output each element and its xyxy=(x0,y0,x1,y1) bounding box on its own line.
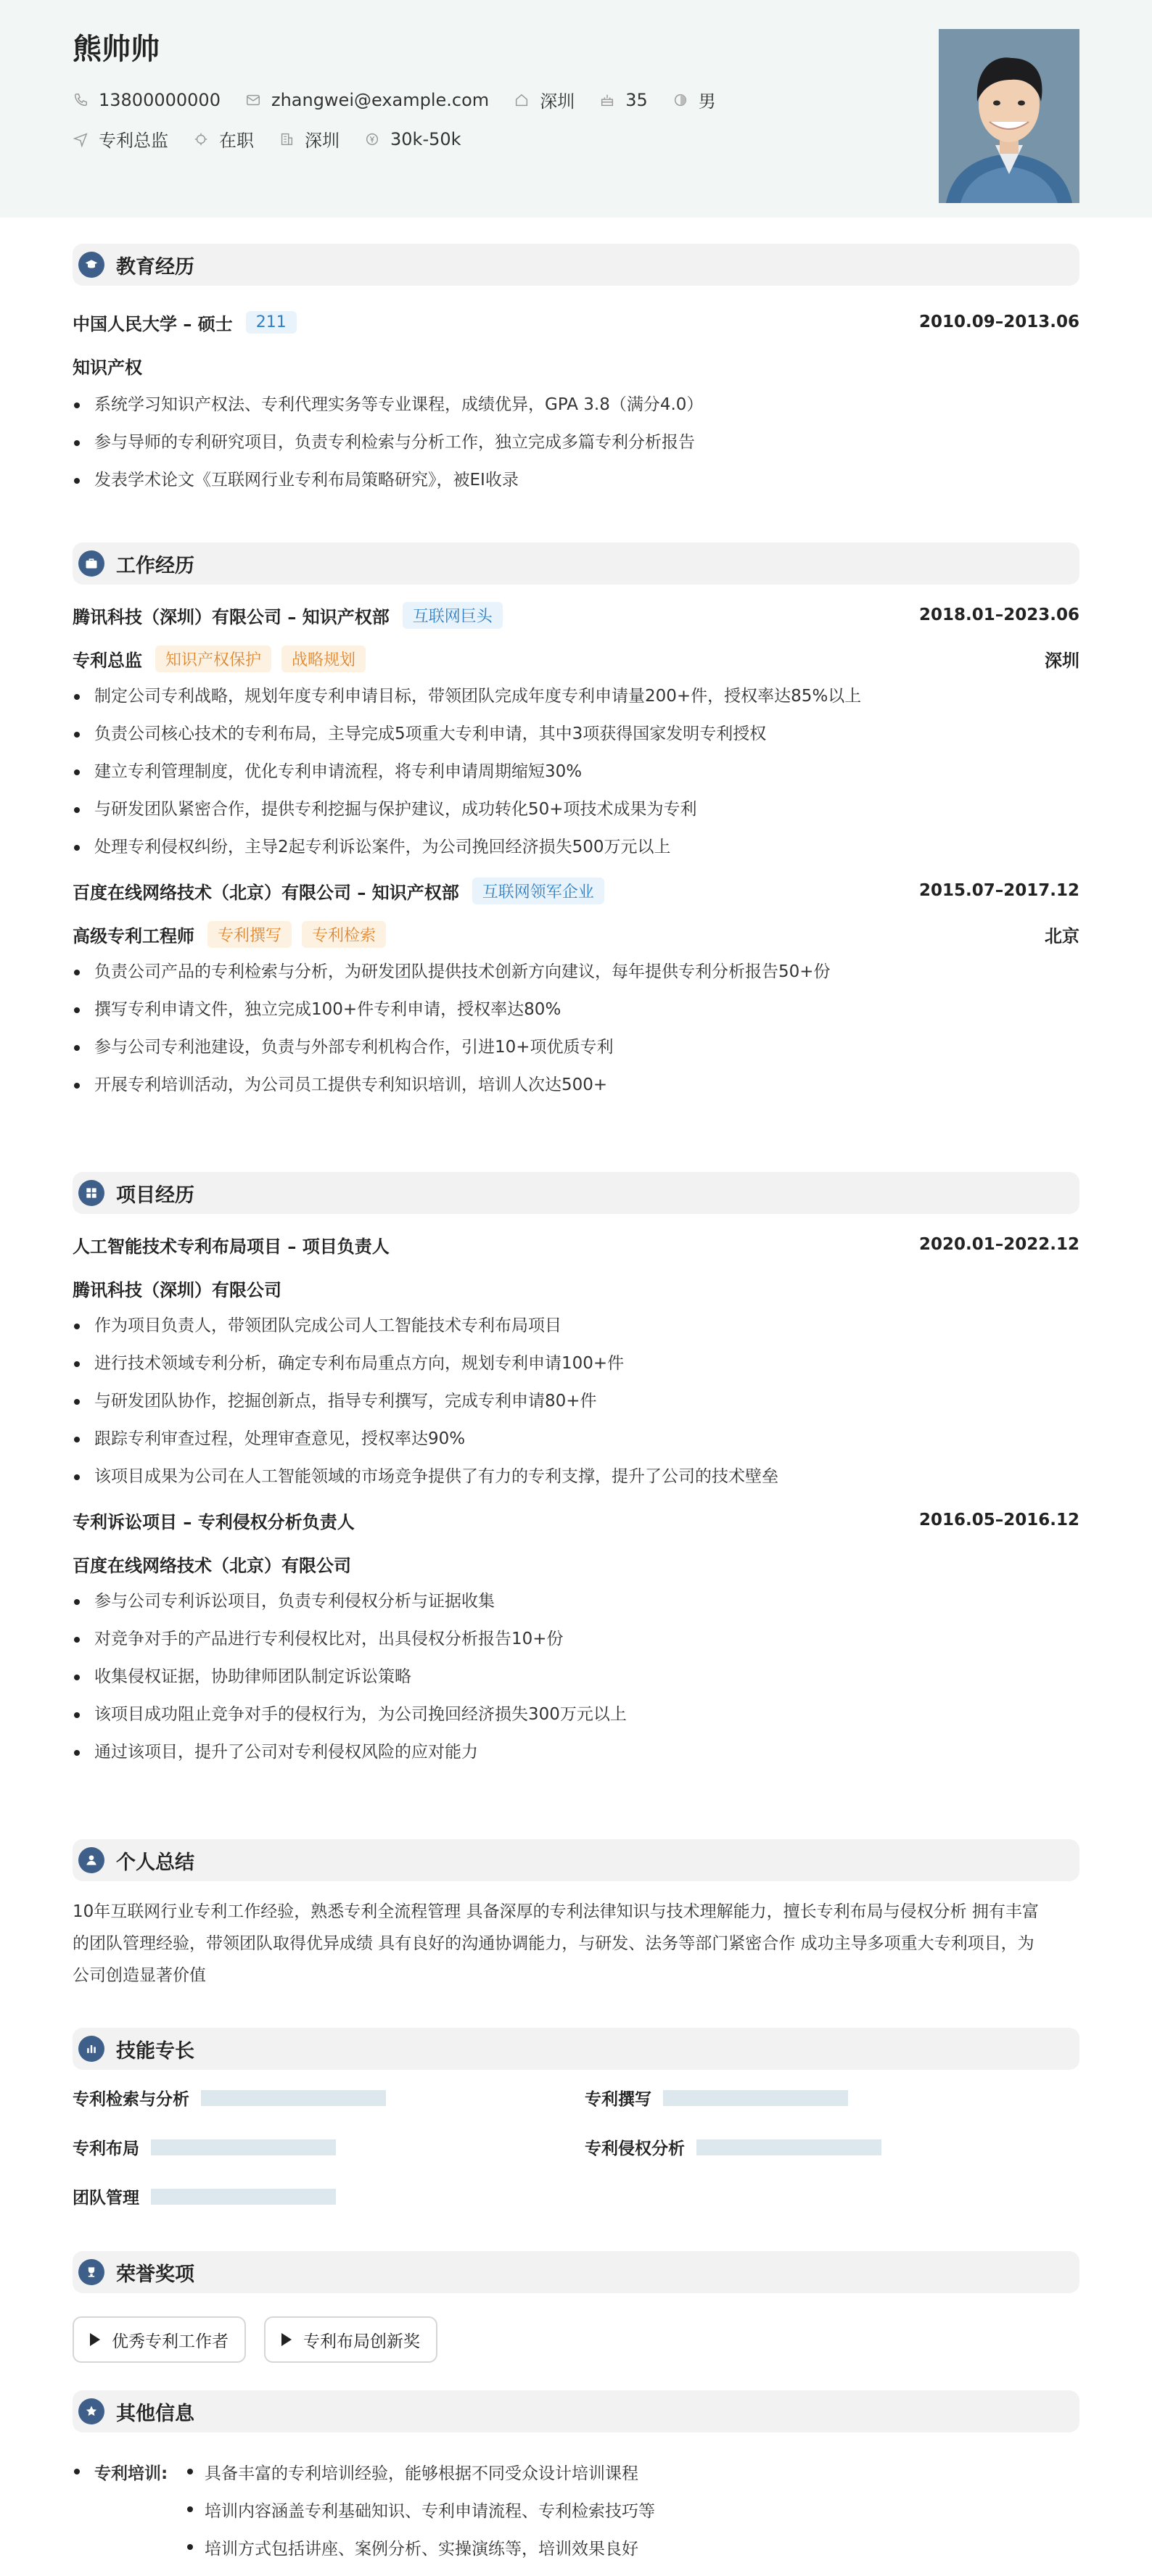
other-section xyxy=(73,2390,1079,2559)
money-icon xyxy=(364,131,380,147)
list-item: 作为项目负责人，带领团队完成公司人工智能技术专利布局项目 xyxy=(73,1307,1079,1345)
awards-section xyxy=(73,2251,1079,2363)
job-date: 2018.01–2023.06 xyxy=(918,606,1079,624)
skill-bar xyxy=(696,2139,881,2155)
project-entry xyxy=(73,1230,1079,1495)
list-item: 通过该项目，提升了公司对专利侵权风险的应对能力 xyxy=(73,1733,1079,1771)
skill-item xyxy=(73,2184,336,2208)
skill-tag: 知识产权保护 xyxy=(155,645,271,672)
skill-name: 专利布局 xyxy=(73,2139,139,2158)
awards-title: 荣誉奖项 xyxy=(116,2263,194,2286)
project-name: 专利诉讼项目 – 专利侵权分析负责人 xyxy=(73,1511,355,1532)
summary-line: 的团队管理经验，带领团队取得优异成绩 具有良好的沟通协调能力，与研发、法务等部门紧密合作 成功主导多项重大专利项目，为 xyxy=(73,1934,1034,1953)
user-icon xyxy=(78,1847,104,1873)
project-company: 腾讯科技（深圳）有限公司 xyxy=(73,1279,281,1300)
age-text: 35 xyxy=(625,89,648,110)
job-entry xyxy=(73,600,1079,866)
job-role: 高级专利工程师 xyxy=(73,925,194,946)
education-header xyxy=(73,244,1079,286)
age-item xyxy=(599,90,648,110)
position-item xyxy=(73,126,168,152)
list-item: 撰写专利申请文件，独立完成100+件专利申请，授权率达80% xyxy=(73,991,1079,1028)
job-header xyxy=(73,876,1079,905)
project-bullets xyxy=(73,1582,1079,1771)
work-section xyxy=(73,542,1079,1104)
phone-item xyxy=(73,90,221,110)
list-item: 该项目成功阻止竞争对手的侵权行为，为公司挽回经济损失300万元以上 xyxy=(73,1696,1079,1733)
education-section xyxy=(73,244,1079,499)
status-text: 在职 xyxy=(219,131,254,151)
skill-bar xyxy=(663,2090,848,2106)
other-item: 培训方式包括讲座、案例分析、实操演练等，培训效果良好 xyxy=(205,2540,638,2559)
briefcase-icon xyxy=(78,550,104,577)
job-bullets xyxy=(73,953,1079,1104)
bullet-dot xyxy=(187,2469,193,2474)
phone-text: 13800000000 xyxy=(99,89,221,110)
play-icon xyxy=(90,2333,100,2346)
education-title: 教育经历 xyxy=(116,255,194,278)
skill-item xyxy=(585,2135,881,2159)
company-badge: 互联网巨头 xyxy=(403,602,503,629)
job-city: 北京 xyxy=(1045,925,1079,946)
list-item: 参与导师的专利研究项目，负责专利检索与分析工作，独立完成多篇专利分析报告 xyxy=(73,424,1079,461)
project-header xyxy=(73,1506,1079,1535)
project-company: 百度在线网络技术（北京）有限公司 xyxy=(73,1555,351,1576)
company-name: 百度在线网络技术（北京）有限公司 – 知识产权部 xyxy=(73,882,459,903)
summary-line: 公司创造显著价值 xyxy=(73,1966,206,1985)
projects-section xyxy=(73,1172,1079,1771)
job-header xyxy=(73,600,1079,629)
skills-grid xyxy=(73,2086,1079,2238)
mail-icon xyxy=(245,92,261,108)
job-entry xyxy=(73,876,1079,1104)
send-icon xyxy=(73,131,89,147)
major: 知识产权 xyxy=(73,357,142,378)
award-name: 优秀专利工作者 xyxy=(112,2332,229,2351)
list-item: 开展专利培训活动，为公司员工提供专利知识培训，培训人次达500+ xyxy=(73,1066,1079,1104)
award-name: 专利布局创新奖 xyxy=(303,2332,420,2351)
project-name: 人工智能技术专利布局项目 – 项目负责人 xyxy=(73,1236,390,1257)
work-header xyxy=(73,542,1079,585)
play-icon xyxy=(281,2333,292,2346)
star-icon xyxy=(78,2398,104,2424)
skill-item xyxy=(585,2086,848,2110)
awards-list xyxy=(73,2316,1079,2363)
award-item xyxy=(73,2316,246,2363)
target-city-text: 深圳 xyxy=(305,131,340,151)
work-title: 工作经历 xyxy=(116,554,194,577)
skills-header xyxy=(73,2028,1079,2070)
gender-icon xyxy=(672,92,688,108)
summary-line: 10年互联网行业专利工作经验，熟悉专利全流程管理 具备深厚的专利法律知识与技术理解能力，擅长专利布局与侵权分析 拥有丰富 xyxy=(73,1902,1039,1921)
position-text: 专利总监 xyxy=(99,131,168,151)
home-icon xyxy=(514,92,530,108)
graduation-cap-icon xyxy=(78,252,104,278)
summary-header xyxy=(73,1839,1079,1881)
skill-tag: 战略规划 xyxy=(281,645,366,672)
bullet-dot xyxy=(74,2469,80,2474)
other-content xyxy=(73,2440,1079,2559)
award-item xyxy=(264,2316,437,2363)
list-item: 建立专利管理制度，优化专利申请流程，将专利申请周期缩短30% xyxy=(73,753,1079,790)
list-item: 对竞争对手的产品进行专利侵权比对，出具侵权分析报告10+份 xyxy=(73,1620,1079,1658)
email-item xyxy=(245,90,489,110)
list-item: 与研发团队紧密合作，提供专利挖掘与保护建议，成功转化50+项技术成果为专利 xyxy=(73,790,1079,828)
location-item xyxy=(514,87,575,112)
job-date: 2015.07–2017.12 xyxy=(918,881,1079,900)
salary-item xyxy=(364,129,461,149)
education-bullets xyxy=(73,386,1079,499)
project-bullets xyxy=(73,1307,1079,1495)
building-icon xyxy=(279,131,295,147)
chart-bar-icon xyxy=(78,2036,104,2062)
list-item: 进行技术领域专利分析，确定专利布局重点方向，规划专利申请100+件 xyxy=(73,1345,1079,1382)
list-item: 与研发团队协作，挖掘创新点，指导专利撰写，完成专利申请80+件 xyxy=(73,1382,1079,1420)
skill-item xyxy=(73,2135,336,2159)
other-item: 具备丰富的专利培训经验，能够根据不同受众设计培训课程 xyxy=(205,2464,638,2483)
school-name: 中国人民大学 – 硕士 xyxy=(73,313,233,334)
skills-title: 技能专长 xyxy=(116,2039,194,2063)
other-label: 专利培训: xyxy=(94,2464,168,2483)
phone-icon xyxy=(73,92,89,108)
skill-tag: 专利检索 xyxy=(302,921,386,948)
skill-item xyxy=(73,2086,386,2110)
bullet-dot xyxy=(187,2506,193,2512)
skill-name: 专利撰写 xyxy=(585,2090,651,2109)
project-header xyxy=(73,1230,1079,1259)
education-date: 2010.09–2013.06 xyxy=(918,313,1079,331)
skill-name: 专利侵权分析 xyxy=(585,2139,685,2158)
cake-icon xyxy=(599,92,615,108)
projects-header xyxy=(73,1172,1079,1214)
salary-text: 30k-50k xyxy=(390,128,461,149)
summary-text xyxy=(73,1896,1079,1991)
list-item: 系统学习知识产权法、专利代理实务等专业课程，成绩优异，GPA 3.8（满分4.0） xyxy=(73,386,1079,424)
major-line xyxy=(73,351,1079,380)
project-date: 2020.01–2022.12 xyxy=(918,1235,1079,1254)
bullet-dot xyxy=(187,2544,193,2550)
company-name: 腾讯科技（深圳）有限公司 – 知识产权部 xyxy=(73,606,390,627)
candidate-name: 熊帅帅 xyxy=(73,33,160,66)
skill-name: 团队管理 xyxy=(73,2189,139,2208)
job-city: 深圳 xyxy=(1045,650,1079,671)
list-item: 发表学术论文《互联网行业专利布局策略研究》，被EI收录 xyxy=(73,461,1079,499)
list-item: 参与公司专利池建设，负责与外部专利机构合作，引进10+项优质专利 xyxy=(73,1028,1079,1066)
profile-photo xyxy=(939,29,1079,203)
list-item: 制定公司专利战略，规划年度专利申请目标，带领团队完成年度专利申请量200+件，授权率达85%以上 xyxy=(73,677,1079,715)
gender-item xyxy=(672,87,716,112)
grid-icon xyxy=(78,1180,104,1206)
skill-name: 专利检索与分析 xyxy=(73,2090,189,2109)
job-intent-row xyxy=(73,126,486,152)
other-header xyxy=(73,2390,1079,2432)
project-date: 2016.05–2016.12 xyxy=(918,1511,1079,1530)
list-item: 负责公司核心技术的专利布局，主导完成5项重大专利申请，其中3项获得国家发明专利授权 xyxy=(73,715,1079,753)
school-badge: 211 xyxy=(246,311,297,334)
skill-bar xyxy=(151,2139,336,2155)
project-company-line xyxy=(73,1549,1079,1578)
resume-header xyxy=(0,0,1152,218)
job-role: 专利总监 xyxy=(73,650,142,671)
summary-title: 个人总结 xyxy=(116,1851,194,1874)
location-text: 深圳 xyxy=(540,91,575,112)
company-badge: 互联网领军企业 xyxy=(472,878,604,904)
list-item: 收集侵权证据，协助律师团队制定诉讼策略 xyxy=(73,1658,1079,1696)
role-line xyxy=(73,920,1079,949)
project-company-line xyxy=(73,1273,1079,1303)
status-item xyxy=(193,126,254,152)
list-item: 负责公司产品的专利检索与分析，为研发团队提供技术创新方向建议，每年提供专利分析报告50+份 xyxy=(73,953,1079,991)
other-title: 其他信息 xyxy=(116,2402,194,2425)
skill-tag: 专利撰写 xyxy=(207,921,292,948)
target-city-item xyxy=(279,126,340,152)
email-text: zhangwei@example.com xyxy=(271,89,490,110)
role-line xyxy=(73,644,1079,673)
list-item: 处理专利侵权纠纷，主导2起专利诉讼案件，为公司挽回经济损失500万元以上 xyxy=(73,828,1079,866)
skills-section xyxy=(73,2028,1079,2238)
gender-text: 男 xyxy=(698,91,716,112)
summary-section xyxy=(73,1839,1079,1991)
project-entry xyxy=(73,1506,1079,1771)
contact-row xyxy=(73,87,741,112)
other-item: 培训内容涵盖专利基础知识、专利申请流程、专利检索技巧等 xyxy=(205,2502,655,2521)
job-bullets xyxy=(73,677,1079,866)
skill-bar xyxy=(151,2189,336,2205)
list-item: 该项目成果为公司在人工智能领域的市场竞争提供了有力的专利支撑，提升了公司的技术壁垒 xyxy=(73,1458,1079,1495)
projects-title: 项目经历 xyxy=(116,1184,194,1207)
status-icon xyxy=(193,131,209,147)
trophy-icon xyxy=(78,2259,104,2285)
awards-header xyxy=(73,2251,1079,2293)
skill-bar xyxy=(201,2090,386,2106)
list-item: 参与公司专利诉讼项目，负责专利侵权分析与证据收集 xyxy=(73,1582,1079,1620)
education-entry-header xyxy=(73,307,1079,337)
list-item: 跟踪专利审查过程，处理审查意见，授权率达90% xyxy=(73,1420,1079,1458)
